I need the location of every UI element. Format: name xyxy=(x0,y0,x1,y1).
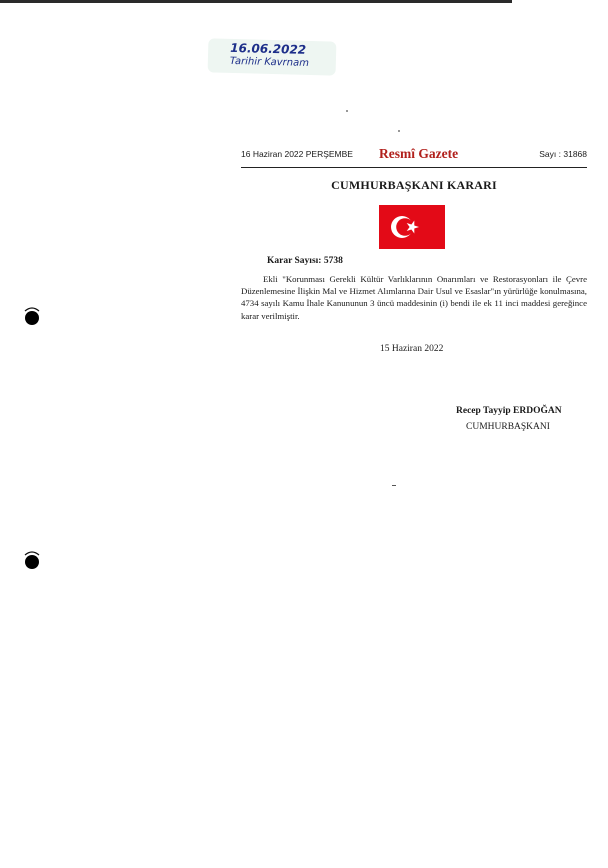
punch-hole-icon xyxy=(22,550,42,570)
scan-mark xyxy=(392,485,396,486)
header-date: 16 Haziran 2022 PERŞEMBE xyxy=(241,149,353,159)
scan-speck xyxy=(398,130,400,132)
header-issue-number: Sayı : 31868 xyxy=(539,149,587,159)
punch-hole-icon xyxy=(22,306,42,326)
header-rule xyxy=(241,167,587,168)
gazette-header xyxy=(241,146,587,168)
decision-body xyxy=(241,273,587,322)
decision-date: 15 Haziran 2022 xyxy=(380,344,444,354)
scan-speck xyxy=(346,110,348,112)
signatory-title: CUMHURBAŞKANI xyxy=(466,422,550,432)
turkish-flag-icon xyxy=(379,205,445,249)
scan-top-edge xyxy=(0,0,512,3)
handwritten-date-stamp xyxy=(208,38,337,75)
decision-number: Karar Sayısı: 5738 xyxy=(267,256,343,266)
decision-body-paragraph: Ekli "Korunması Gerekli Kültür Varlıklarının Onarımları ve Restorasyonları ile Çevre Düzenlemesine İlişkin Mal ve Hizmet Alımlarına Dair Usul ve Esaslar"ın yürürlüğe konulmasına, 4734 sayılı Kamu İhale Kanununun 3 üncü maddesinin (i) bendi ile ek 11 inci maddesi gereğince karar verilmiştir. xyxy=(241,274,587,321)
header-title: Resmî Gazete xyxy=(379,146,459,161)
stamp-note: Tarihir Kavrnam xyxy=(229,55,310,69)
stamp-date: 16.06.2022 xyxy=(230,40,307,57)
signatory-name: Recep Tayyip ERDOĞAN xyxy=(456,406,562,416)
document-title: CUMHURBAŞKANI KARARI xyxy=(331,178,497,192)
